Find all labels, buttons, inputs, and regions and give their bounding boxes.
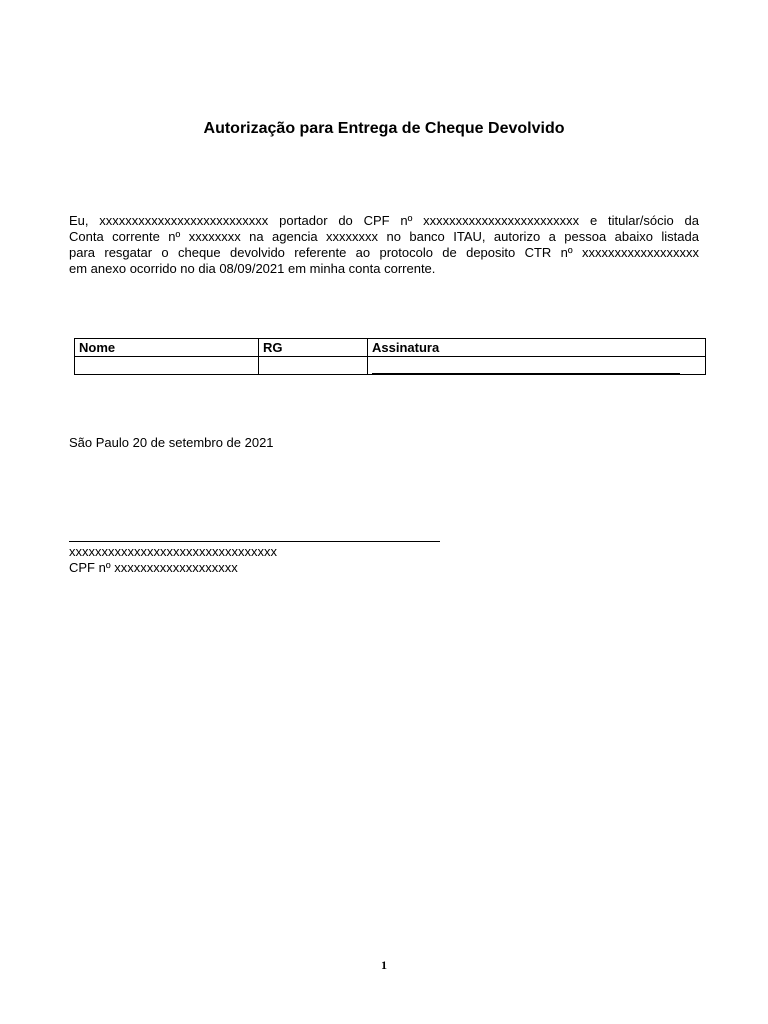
header-nome: Nome bbox=[75, 339, 259, 357]
authorization-paragraph bbox=[69, 213, 699, 277]
paragraph-line: para resgatar o cheque devolvido referente ao protocolo de deposito CTR nº xxxxxxxxxxxxxxxxxx bbox=[69, 245, 699, 260]
cell-rg bbox=[259, 357, 368, 375]
page-number: 1 bbox=[381, 958, 387, 972]
signer-cpf: CPF nº xxxxxxxxxxxxxxxxxxx bbox=[69, 560, 238, 575]
signature-line bbox=[69, 541, 440, 542]
cell-nome bbox=[75, 357, 259, 375]
header-rg: RG bbox=[259, 339, 368, 357]
paragraph-line: Conta corrente nº xxxxxxxx na agencia xxxxxxxx no banco ITAU, autorizo a pessoa abaixo listada bbox=[69, 229, 699, 244]
signature-underline bbox=[372, 359, 680, 374]
authorized-person-table bbox=[74, 338, 706, 375]
header-assinatura: Assinatura bbox=[368, 339, 706, 357]
paragraph-line: em anexo ocorrido no dia 08/09/2021 em minha conta corrente. bbox=[69, 261, 436, 276]
table-row bbox=[75, 357, 706, 375]
table-header-row bbox=[75, 339, 706, 357]
signer-name: xxxxxxxxxxxxxxxxxxxxxxxxxxxxxxxx bbox=[69, 544, 277, 559]
paragraph-line: Eu, xxxxxxxxxxxxxxxxxxxxxxxxxx portador do CPF nº xxxxxxxxxxxxxxxxxxxxxxxx e titular/sócio da bbox=[69, 213, 699, 228]
document-title: Autorização para Entrega de Cheque Devolvido bbox=[203, 120, 565, 137]
cell-assinatura bbox=[368, 357, 706, 375]
place-and-date: São Paulo 20 de setembro de 2021 bbox=[69, 435, 274, 450]
